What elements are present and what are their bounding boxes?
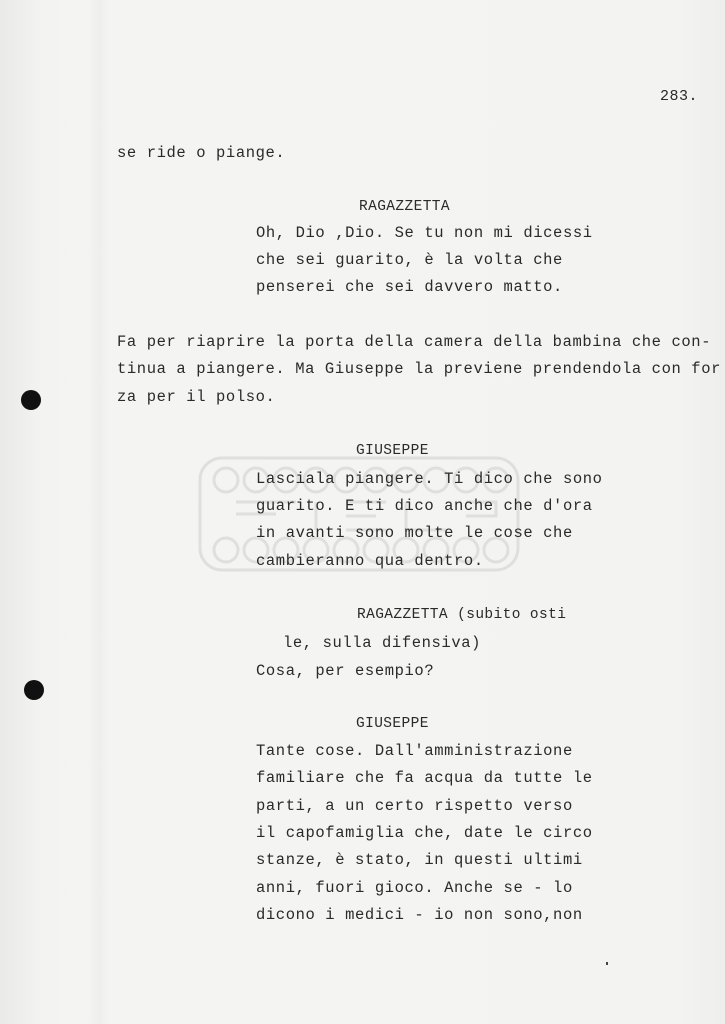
dialogue-line: penserei che sei davvero matto.	[256, 278, 563, 296]
stage-direction-line: za per il polso.	[117, 388, 276, 406]
stage-direction-line: Fa per riaprire la porta della camera della bambina che con-	[117, 333, 712, 351]
speaker-name: RAGAZZETTA (subito osti	[357, 607, 567, 623]
dialogue-line: il capofamiglia che, date le circo	[256, 824, 593, 842]
opening-line: se ride o piange.	[117, 144, 286, 162]
dialogue-line: Oh, Dio ,Dio. Se tu non mi dicessi	[256, 224, 593, 242]
stage-direction-line: tinua a piangere. Ma Giuseppe la previene prendendola con for	[117, 360, 721, 378]
dialogue-line: Tante cose. Dall'amministrazione	[256, 742, 573, 760]
page-number: 283.	[660, 88, 699, 105]
dialogue-line: familiare che fa acqua da tutte le	[256, 769, 593, 787]
dialogue-line: anni, fuori gioco. Anche se - lo	[256, 879, 573, 897]
dialogue-line: parti, a un certo rispetto verso	[256, 797, 573, 815]
dialogue-line: guarito. E ti dico anche che d'ora	[256, 497, 593, 515]
dialogue-line: cambieranno qua dentro.	[256, 552, 484, 570]
binder-hole-top	[21, 390, 41, 410]
paper-speck	[606, 962, 608, 965]
stage-aside: le, sulla difensiva)	[283, 634, 482, 652]
dialogue-line: Cosa, per esempio?	[256, 662, 435, 680]
dialogue-line: Lasciala piangere. Ti dico che sono	[256, 470, 603, 488]
dialogue-line: in avanti sono molte le cose che	[256, 524, 573, 542]
speaker-name: GIUSEPPE	[356, 716, 429, 732]
dialogue-line: stanze, è stato, in questi ultimi	[256, 851, 583, 869]
dialogue-line: che sei guarito, è la volta che	[256, 251, 563, 269]
speaker-name: GIUSEPPE	[356, 443, 429, 459]
dialogue-line: dicono i medici - io non sono,non	[256, 906, 583, 924]
speaker-name: RAGAZZETTA	[359, 199, 451, 215]
page-fold-shadow	[88, 0, 110, 1024]
binder-hole-bottom	[24, 680, 44, 700]
